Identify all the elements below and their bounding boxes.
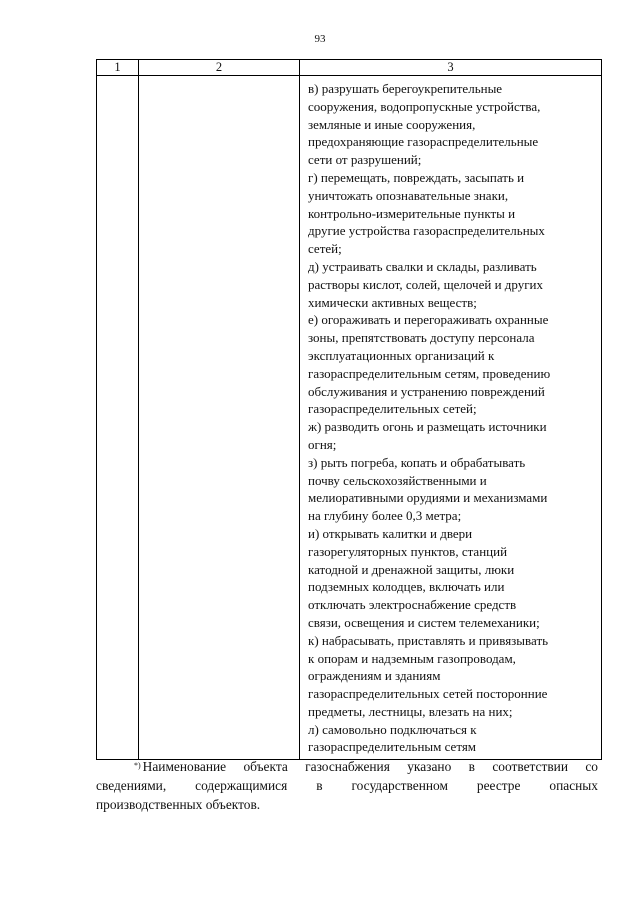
text-line: ограждениям и зданиям [308, 668, 441, 684]
text-line: связи, освещения и систем телемеханики; [308, 614, 540, 630]
column-header-3: 3 [300, 60, 602, 76]
text-line: предметы, лестницы, влезать на них; [308, 703, 513, 719]
footnote-text-1: Наименование объекта газоснабжения указано в соответствии со [142, 759, 598, 774]
text-line: газораспределительным сетям, проведению [308, 365, 551, 381]
text-line: земляные и иные сооружения, [308, 116, 476, 132]
text-line: сети от разрушений; [308, 152, 422, 168]
text-line: зоны, препятствовать доступу персонала [308, 330, 535, 346]
column-header-1: 1 [97, 60, 139, 76]
text-line: к) набрасывать, приставлять и привязывать [308, 632, 549, 648]
text-line: предохраняющие газораспределительные [308, 134, 539, 150]
text-line: контрольно-измерительные пункты и [308, 205, 516, 221]
text-line: газораспределительным сетям [308, 739, 477, 755]
footnote [96, 757, 598, 814]
table-header-row [97, 60, 602, 76]
text-line: огня; [308, 436, 337, 452]
text-line: л) самовольно подключаться к [308, 721, 477, 737]
table-row [97, 76, 602, 760]
text-line: г) перемещать, повреждать, засыпать и [308, 169, 525, 185]
footnote-line-1 [96, 757, 598, 776]
text-line: д) устраивать свалки и склады, разливать [308, 258, 537, 274]
column-header-2: 2 [139, 60, 300, 76]
text-line: газораспределительных сетей посторонние [308, 686, 548, 702]
text-line: эксплуатационных организаций к [308, 347, 495, 363]
text-line: другие устройства газораспределительных [308, 223, 545, 239]
text-line: катодной и дренажной защиты, люки [308, 561, 515, 577]
text-line: к опорам и надземным газопроводам, [308, 650, 516, 666]
table-cell-col1 [97, 76, 139, 760]
text-line: сооружения, водопропускные устройства, [308, 98, 541, 114]
page-number: 93 [314, 33, 326, 45]
text-line: химически активных веществ; [308, 294, 477, 310]
text-line: и) открывать калитки и двери [308, 525, 473, 541]
text-line: газораспределительных сетей; [308, 401, 477, 417]
footnote-line-2: сведениями, содержащимися в государственном реестре опасных [96, 778, 598, 793]
text-line: растворы кислот, солей, щелочей и других [308, 276, 544, 292]
footnote-marker: *) [134, 761, 141, 770]
prohibitions-list [300, 76, 601, 759]
document-table [96, 59, 602, 760]
text-line: на глубину более 0,3 метра; [308, 508, 462, 524]
text-line: мелиоративными орудиями и механизмами [308, 490, 548, 506]
text-line: уничтожать опознавательные знаки, [308, 187, 509, 203]
table-cell-col2 [139, 76, 300, 760]
text-line: газорегуляторных пунктов, станций [308, 543, 508, 559]
text-line: почву сельскохозяйственными и [308, 472, 487, 488]
text-line: в) разрушать берегоукрепительные [308, 81, 503, 96]
text-line: з) рыть погреба, копать и обрабатывать [308, 454, 526, 470]
text-line: подземных колодцев, включать или [308, 579, 505, 595]
footnote-line-3: производственных объектов. [96, 797, 261, 812]
text-line: е) огораживать и перегораживать охранные [308, 312, 549, 328]
text-line: отключать электроснабжение средств [308, 597, 517, 613]
text-line: ж) разводить огонь и размещать источники [308, 419, 547, 435]
text-line: обслуживания и устранению повреждений [308, 383, 545, 399]
text-line: сетей; [308, 241, 342, 257]
table-cell-col3 [300, 76, 602, 760]
